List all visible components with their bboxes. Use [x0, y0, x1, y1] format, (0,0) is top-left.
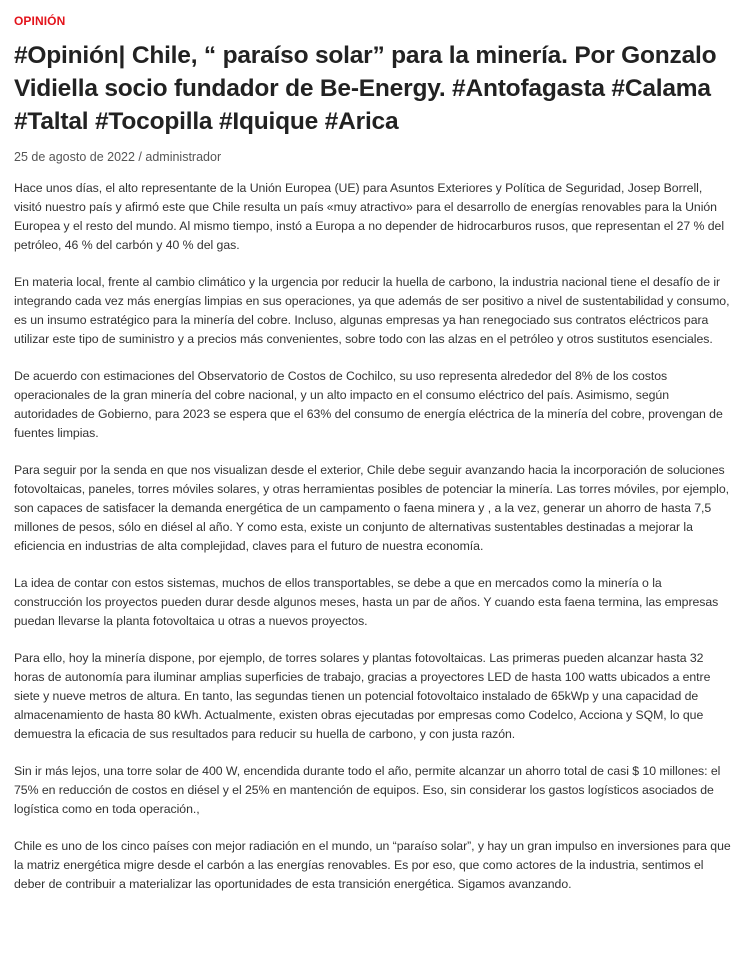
author-link[interactable]: administrador [145, 150, 222, 164]
paragraph: De acuerdo con estimaciones del Observatorio de Costos de Cochilco, su uso representa alrededor del 8% de los costos operacionales de la gran minería del cobre nacional, y un alto impacto en el consumo eléctrico del país. Asimismo, según autoridades de Gobierno, para 2023 se espera que el 63% del consumo de energía eléctrica de la minería del cobre, provengan de fuentes limpias. [14, 369, 723, 440]
category-link[interactable]: OPINIÓN [14, 14, 66, 28]
paragraph: Sin ir más lejos, una torre solar de 400 W, encendida durante todo el año, permite alcanzar un ahorro total de casi $ 10 millones: el 75% en reducción de costos en diésel y el 25% en mantención de equipos. Eso, sin considerar los gastos logísticos asociados de logística como en toda operación., [14, 764, 721, 816]
paragraph: Para ello, hoy la minería dispone, por ejemplo, de torres solares y plantas fotovoltaicas. Las primeras pueden alcanzar hasta 32 horas de autonomía para iluminar amplias superficies de trabajo, gracias a proyectores LED de hasta 100 watts ubicados a entre siete y nueve metros de altura. En tanto, las segundas tienen un potencial fotovoltaico instalado de 65kWp y una capacidad de almacenamiento de hasta 80 kWh. Actualmente, existen obras ejecutadas por empresas como Codelco, Acciona y SQM, lo que demuestra la eficacia de sus resultados para reducir su huella de carbono, y con justa razón. [14, 651, 711, 741]
post-date-link[interactable]: 25 de agosto de 2022 [14, 150, 135, 164]
post-meta [14, 149, 731, 165]
paragraph: En materia local, frente al cambio climático y la urgencia por reducir la huella de carbono, la industria nacional tiene el desafío de ir integrando cada vez más energías limpias en sus operaciones, ya que además de ser positivo a nivel de sustentabilidad y consumo, es un insumo estratégico para la minería del cobre. Incluso, algunas empresas ya han renegociado sus contratos eléctricos para utilizar este tipo de suministro y a precios más convenientes, sobre todo con las alzas en el petróleo y otros sustitutos esenciales. [14, 275, 730, 346]
article-body [14, 179, 731, 894]
paragraph: La idea de contar con estos sistemas, muchos de ellos transportables, se debe a que en mercados como la minería o la construcción los proyectos pueden durar desde algunos meses, hasta un par de años. Y cuando esta faena termina, las empresas puedan llevarse la planta fotovoltaica u otras a nuevos proyectos. [14, 576, 719, 628]
paragraph: Chile es uno de los cinco países con mejor radiación en el mundo, un “paraíso solar”, y hay un gran impulso en inversiones para que la matriz energética migre desde el carbón a las energías renovables. Es por eso, que como actores de la industria, sentimos el deber de contribuir a materializar las oportunidades de esta transición energética. Sigamos avanzando. [14, 839, 731, 891]
article-title: #Opinión| Chile, “ paraíso solar” para la minería. Por Gonzalo Vidiella socio fundador de Be-Energy. #Antofagasta #Calama #Taltal #Tocopilla #Iquique #Arica [14, 42, 717, 135]
paragraph: Hace unos días, el alto representante de la Unión Europea (UE) para Asuntos Exteriores y Política de Seguridad, Josep Borrell, visitó nuestro país y afirmó este que Chile resulta un país «muy atractivo» para el desarrollo de energías renovables para la Unión Europea y el resto del mundo. Al mismo tiempo, instó a Europa a no depender de hidrocarburos rusos, que representan el 27 % del petróleo, 46 % del carbón y 40 % del gas. [14, 181, 725, 252]
paragraph: Para seguir por la senda en que nos visualizan desde el exterior, Chile debe seguir avanzando hacia la incorporación de soluciones fotovoltaicas, paneles, torres móviles solares, y otras herramientas posibles de potenciar la minería. Las torres móviles, por ejemplo, son capaces de satisfacer la demanda energética de un campamento o faena minera y , a la vez, generar un ahorro de hasta 7,5 millones de pesos, sólo en diésel al año. Y como esta, existe un conjunto de alternativas sustentables destinadas a mejorar la eficiencia en industrias de alta complejidad, claves para el futuro de nuestra economía. [14, 463, 729, 553]
meta-separator: / [134, 150, 146, 164]
